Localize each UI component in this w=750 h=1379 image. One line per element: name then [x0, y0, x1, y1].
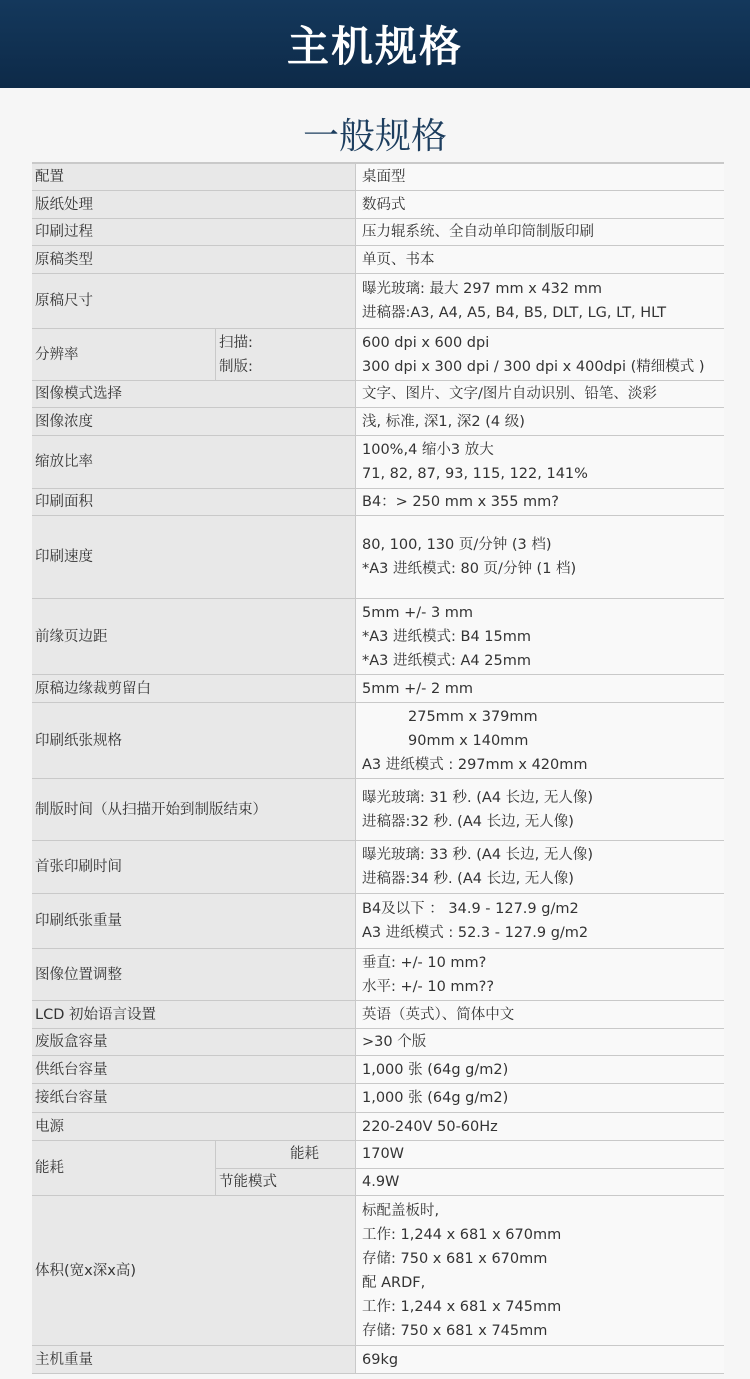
value-line: 压力辊系统、全自动单印筒制版印刷 — [362, 224, 594, 240]
value-line: 100%,4 缩小3 放大 — [362, 442, 494, 458]
row-label: 版纸处理 — [32, 191, 356, 218]
value-line: 曝光玻璃: 33 秒. (A4 长边, 无人像) — [362, 847, 594, 863]
row-value — [356, 516, 724, 598]
subvalue-energy-saver: 4.9W — [356, 1169, 724, 1196]
table-row — [32, 1029, 724, 1056]
table-row-resolution — [32, 329, 724, 381]
value-line: 水平: +/- 10 mm?? — [362, 978, 495, 995]
value-line: 工作: 1,244 x 681 x 670mm — [362, 1226, 562, 1243]
row-label: 缩放比率 — [32, 436, 356, 488]
value-line: B4：> 250 mm x 355 mm? — [362, 494, 559, 510]
value-line: 90mm x 140mm — [408, 732, 529, 749]
value-line: 标配盖板时, — [362, 1202, 440, 1219]
row-subrows — [216, 1141, 724, 1195]
row-value — [356, 949, 724, 1000]
row-value — [356, 1113, 724, 1140]
table-row — [32, 164, 724, 191]
value-line: B4及以下 ： 34.9 - 127.9 g/m2 — [362, 901, 579, 917]
row-label: 原稿尺寸 — [32, 274, 356, 328]
row-label: 印刷过程 — [32, 219, 356, 245]
table-row — [32, 703, 724, 779]
row-label: 图像位置调整 — [32, 949, 356, 1000]
row-value — [356, 894, 724, 948]
value-line: 69kg — [362, 1351, 399, 1368]
value-line: 275mm x 379mm — [408, 708, 538, 725]
row-label: 前缘页边距 — [32, 599, 356, 674]
value-line: 220-240V 50-60Hz — [362, 1118, 498, 1135]
row-label: 主机重量 — [32, 1346, 356, 1373]
value-line: 文字、图片、文字/图片自动识别、铅笔、淡彩 — [362, 386, 657, 402]
value-line: *A3 进纸模式: B4 15mm — [362, 628, 531, 645]
sublabel-scan: 扫描: — [219, 334, 253, 351]
row-value — [356, 219, 724, 245]
row-label: 供纸台容量 — [32, 1056, 356, 1083]
table-row — [32, 1113, 724, 1141]
value-line: *A3 进纸模式: 80 页/分钟 (1 档) — [362, 561, 577, 577]
row-value — [356, 329, 724, 380]
value-line: 5mm +/- 3 mm — [362, 604, 474, 621]
row-label: 制版时间（从扫描开始到制版结束） — [32, 779, 356, 840]
row-value — [356, 436, 724, 488]
value-line: 数码式 — [362, 196, 406, 213]
row-value — [356, 599, 724, 674]
value-line: 71, 82, 87, 93, 115, 122, 141% — [362, 466, 588, 482]
spec-table — [32, 162, 724, 1374]
row-value — [356, 191, 724, 218]
table-row — [32, 779, 724, 841]
table-row — [32, 841, 724, 894]
row-value — [356, 779, 724, 840]
value-line: 曝光玻璃: 最大 297 mm x 432 mm — [362, 281, 602, 297]
row-value — [356, 1029, 724, 1055]
value-line: 进稿器:32 秒. (A4 长边, 无人像) — [362, 813, 574, 830]
row-value — [356, 1084, 724, 1112]
value-line: 5mm +/- 2 mm — [362, 680, 474, 697]
value-line: A3 进纸模式 : 297mm x 420mm — [362, 756, 588, 773]
table-row — [32, 1084, 724, 1113]
value-line: 进稿器:A3, A4, A5, B4, B5, DLT, LG, LT, HLT — [362, 305, 667, 321]
row-label: 配置 — [32, 164, 356, 190]
row-value — [356, 1346, 724, 1373]
row-label: 接纸台容量 — [32, 1084, 356, 1112]
table-row — [32, 381, 724, 408]
value-line: >30 个版 — [362, 1034, 427, 1050]
value-line: 配 ARDF, — [362, 1274, 426, 1291]
row-label: 印刷纸张规格 — [32, 703, 356, 778]
value-line: 1,000 张 (64g g/m2) — [362, 1061, 509, 1078]
row-label: 印刷纸张重量 — [32, 894, 356, 948]
row-label: 分辨率 — [32, 329, 216, 380]
row-value — [356, 1056, 724, 1083]
table-row — [32, 949, 724, 1001]
table-row-power — [32, 1141, 724, 1196]
value-line: 300 dpi x 300 dpi / 300 dpi x 400dpi (精细模式 ) — [362, 358, 705, 375]
row-label: 图像浓度 — [32, 408, 356, 435]
table-row — [32, 1196, 724, 1346]
row-label: 原稿边缘裁剪留白 — [32, 675, 356, 702]
row-label: 体积(宽x深x高) — [32, 1196, 356, 1345]
table-row — [32, 1001, 724, 1029]
subrow — [216, 1168, 724, 1196]
value-line: 600 dpi x 600 dpi — [362, 334, 490, 351]
row-value — [356, 408, 724, 435]
row-label: 原稿类型 — [32, 246, 356, 273]
table-row — [32, 246, 724, 274]
sublabel-consumption: 能耗 — [216, 1141, 356, 1168]
row-label: 电源 — [32, 1113, 356, 1140]
value-line: 单页、书本 — [362, 251, 435, 268]
value-line: A3 进纸模式 : 52.3 - 127.9 g/m2 — [362, 925, 589, 941]
row-value — [356, 381, 724, 407]
value-line: 桌面型 — [362, 169, 406, 185]
row-label: 废版盒容量 — [32, 1029, 356, 1055]
row-value — [356, 274, 724, 328]
row-label: 首张印刷时间 — [32, 841, 356, 893]
table-row — [32, 191, 724, 219]
value-line: 进稿器:34 秒. (A4 长边, 无人像) — [362, 871, 574, 887]
table-row — [32, 1056, 724, 1084]
value-line: *A3 进纸模式: A4 25mm — [362, 652, 531, 669]
value-line: 垂直: +/- 10 mm? — [362, 954, 487, 971]
row-label: 能耗 — [32, 1141, 216, 1195]
table-row — [32, 274, 724, 329]
value-line: 英语（英式）、简体中文 — [362, 1006, 515, 1023]
section-title: 一般规格 — [302, 116, 447, 157]
value-line: 浅, 标准, 深1, 深2 (4 级) — [362, 413, 525, 430]
value-line: 80, 100, 130 页/分钟 (3 档) — [362, 537, 552, 553]
row-value — [356, 675, 724, 702]
banner-title: 主机规格 — [286, 22, 463, 71]
row-label: 印刷速度 — [32, 516, 356, 598]
table-row — [32, 219, 724, 246]
row-value — [356, 703, 724, 778]
row-value — [356, 841, 724, 893]
table-row — [32, 894, 724, 949]
table-row — [32, 675, 724, 703]
table-row — [32, 436, 724, 489]
row-value — [356, 164, 724, 190]
row-value — [356, 246, 724, 273]
row-label: 图像模式选择 — [32, 381, 356, 407]
sublabel-energy-saver: 节能模式 — [216, 1169, 356, 1196]
row-value — [356, 489, 724, 515]
table-row — [32, 408, 724, 436]
row-value — [356, 1196, 724, 1345]
row-label: LCD 初始语言设置 — [32, 1001, 356, 1028]
value-line: 存储: 750 x 681 x 670mm — [362, 1250, 548, 1267]
row-sublabels — [216, 329, 356, 380]
table-row — [32, 516, 724, 599]
header-banner — [0, 0, 750, 88]
row-label: 印刷面积 — [32, 489, 356, 515]
sublabel-master: 制版: — [219, 358, 253, 375]
value-line: 工作: 1,244 x 681 x 745mm — [362, 1298, 562, 1315]
value-line: 曝光玻璃: 31 秒. (A4 长边, 无人像) — [362, 789, 594, 806]
subvalue-consumption: 170W — [356, 1141, 724, 1168]
table-row — [32, 489, 724, 516]
table-row — [32, 1346, 724, 1374]
value-line: 存储: 750 x 681 x 745mm — [362, 1322, 548, 1339]
row-value — [356, 1001, 724, 1028]
subrow — [216, 1141, 724, 1168]
table-row — [32, 599, 724, 675]
value-line: 1,000 张 (64g g/m2) — [362, 1090, 509, 1106]
